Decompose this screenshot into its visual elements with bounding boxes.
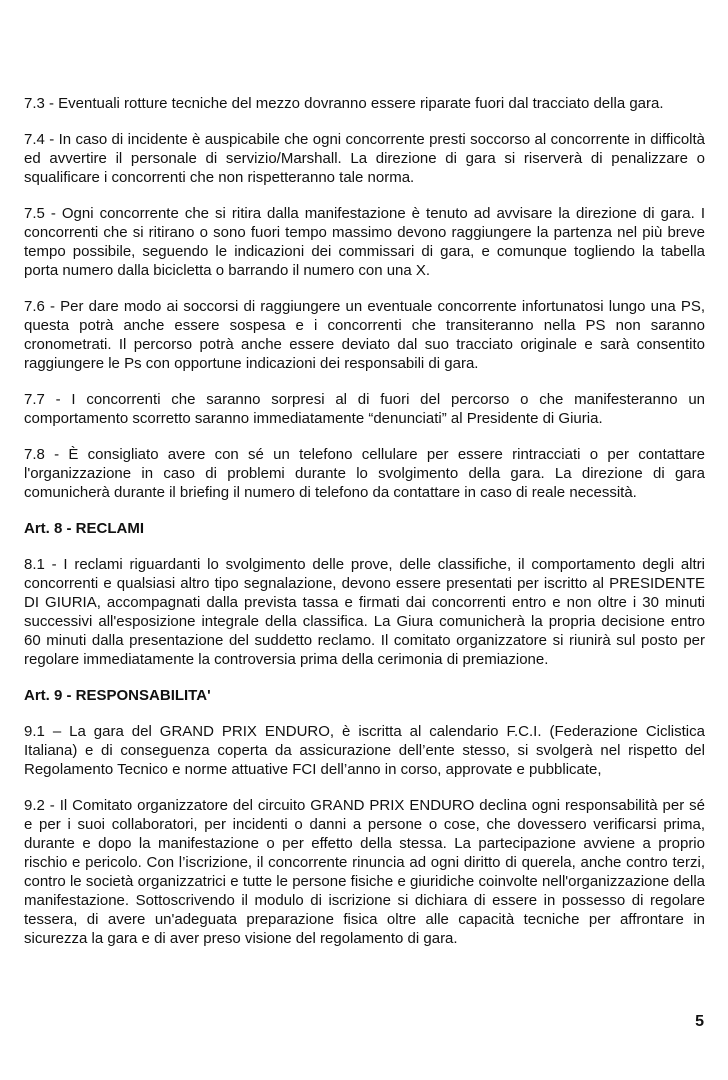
page-number: 5 xyxy=(695,1013,704,1030)
paragraph-7-8: 7.8 - È consigliato avere con sé un telefono cellulare per essere rintracciati o per contattare l'organizzazione in caso di problemi durante lo svolgimento della gara. La direzione di gara comunicherà durante il briefing il numero di telefono da contattare in caso di reale necessità. xyxy=(24,446,705,501)
paragraph-9-2: 9.2 - Il Comitato organizzatore del circuito GRAND PRIX ENDURO declina ogni responsabilità per sé e per i suoi collaboratori, per incidenti o danni a persone o cose, che dovessero verificarsi prima, durante e dopo la manifestazione o per effetto della stessa. La partecipazione avviene a proprio rischio e pericolo. Con l’iscrizione, il concorrente rinuncia ad ogni diritto di querela, anche contro terzi, contro le società organizzatrici e tutte le persone fisiche e giuridiche coinvolte nell'organizzazione della manifestazione. Sottoscrivendo il modulo di iscrizione si dichiara di essere in possesso di regolare tessera, di avere un'adeguata preparazione fisica oltre alle capacità tecniche per affrontare in sicurezza la gara e di aver preso visione del regolamento di gara. xyxy=(24,797,705,947)
paragraph-8-1: 8.1 - I reclami riguardanti lo svolgimento delle prove, delle classifiche, il comportamento degli altri concorrenti e qualsiasi altro tipo segnalazione, devono essere presentati per iscritto al PRESIDENTE DI GIURIA, accompagnati dalla prevista tassa e firmati dai concorrenti entro e non oltre i 30 minuti successivi all'esposizione integrale della classifica. La Giura comunicherà la propria decisione entro 60 minuti dalla presentazione del suddetto reclamo. Il comitato organizzatore si riunirà sul posto per regolare immediatamente la controversia prima della cerimonia di premiazione. xyxy=(24,556,705,668)
paragraph-7-7: 7.7 - I concorrenti che saranno sorpresi al di fuori del percorso o che manifesteranno un comportamento scorretto saranno immediatamente “denunciati” al Presidente di Giuria. xyxy=(24,391,705,427)
paragraph-7-6: 7.6 - Per dare modo ai soccorsi di raggiungere un eventuale concorrente infortunatosi lungo una PS, questa potrà anche essere sospesa e i concorrenti che transiteranno nella PS non saranno cronometrati. Il percorso potrà anche essere deviato dal suo tracciato originale e sarà consentito raggiungere le Ps con opportune indicazioni dei responsabili di gara. xyxy=(24,298,705,372)
paragraph-7-3: 7.3 - Eventuali rotture tecniche del mezzo dovranno essere riparate fuori dal tracciato della gara. xyxy=(24,95,664,112)
section-heading-art-8: Art. 8 - RECLAMI xyxy=(24,520,144,537)
section-heading-art-9: Art. 9 - RESPONSABILITA' xyxy=(24,687,211,704)
paragraph-7-5: 7.5 - Ogni concorrente che si ritira dalla manifestazione è tenuto ad avvisare la direzione di gara. I concorrenti che si ritirano o sono fuori tempo massimo devono raggiungere la partenza nel più breve tempo possibile, seguendo le indicazioni dei commissari di gara, e comunque togliendo la tabella porta numero dalla bicicletta o barrando il numero con una X. xyxy=(24,205,705,279)
paragraph-9-1: 9.1 – La gara del GRAND PRIX ENDURO, è iscritta al calendario F.C.I. (Federazione Ciclistica Italiana) e di conseguenza coperta da assicurazione dell’ente stesso, si svolgerà nel rispetto del Regolamento Tecnico e norme attuative FCI dell’anno in corso, approvate e pubblicate, xyxy=(24,723,705,778)
paragraph-7-4: 7.4 - In caso di incidente è auspicabile che ogni concorrente presti soccorso al concorrente in difficoltà ed avvertire il personale di servizio/Marshall. La direzione di gara si riserverà di penalizzare o squalificare i concorrenti che non rispetteranno tale norma. xyxy=(24,131,705,186)
